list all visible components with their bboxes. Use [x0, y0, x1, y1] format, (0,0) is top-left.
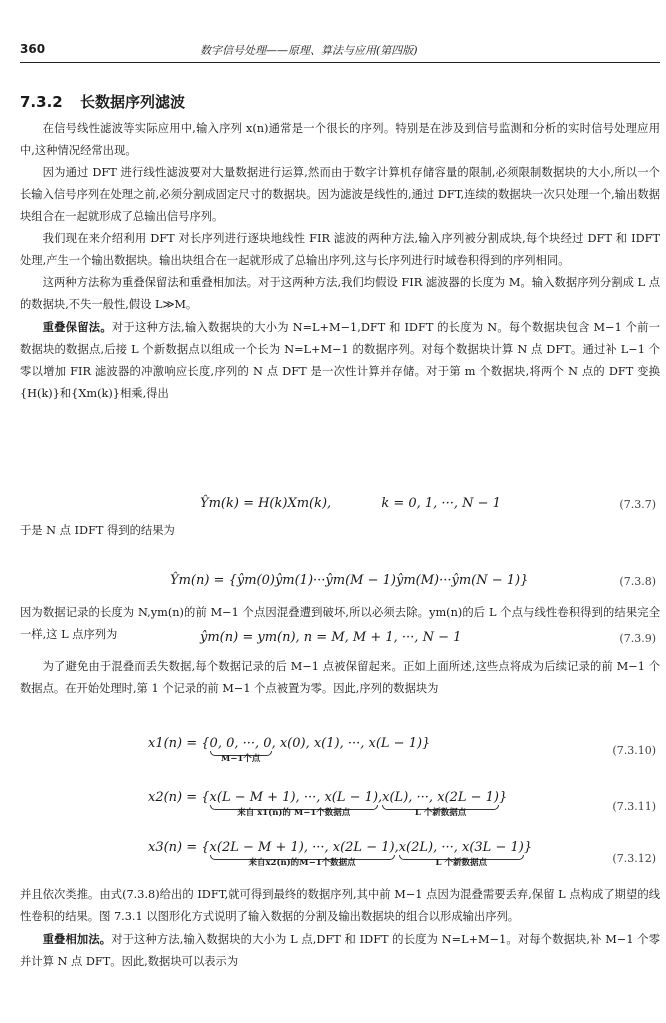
text-block-4	[20, 656, 660, 700]
eq-number-7-3-12: (7.3.12)	[612, 852, 656, 865]
text-block-5	[20, 884, 660, 973]
eq-7-3-11-end: }	[499, 790, 508, 805]
paragraph-1: 在信号线性滤波等实际应用中,输入序列 x(n)通常是一个很长的序列。特别是在涉及到信号监测和分析的实时信号处理应用中,这种情况经常出现。	[20, 122, 660, 157]
paragraph-7: 因为数据记录的长度为 N,ym(n)的前 M−1 个点因混叠遭到破坏,所以必须去除。ym(n)的后 L 个点与线性卷积得到的结果完全一样,这 L 点序列为	[20, 606, 660, 641]
eq-7-3-12-end: }	[523, 840, 533, 855]
paragraph-5-body: 对于这种方法,输入数据块的大小为 N=L+M−1,DFT 和 IDFT 的长度为 N。每个数据块包含 M−1 个前一数据块的数据点,后接 L 个新数据点以组成一个长为 N=L+M−1 的数据序列。对每个数据块计算 N 点 DFT。通过补 L−1 个零以增加 FIR 滤波器的冲激响应长度,序列的 N 点 DFT 是一次性计算并存储。对于第 m 个数据块,将两个 N 点的 DFT 变换{H(k)}和{Xm(k)}相乘,得出	[20, 321, 660, 400]
equation-7-3-9: ŷm(n) = ym(n), n = M, M + 1, ···, N − 1	[200, 630, 462, 645]
underbrace-label: L 个新数据点	[435, 858, 487, 869]
paragraph-4: 这两种方法称为重叠保留法和重叠相加法。对于这两种方法,我们均假设 FIR 滤波器的长度为 M。输入数据序列分割成 L 点的数据块,不失一般性,假设 L≫M。	[20, 276, 660, 311]
paragraph-2: 因为通过 DFT 进行线性滤波要对大量数据进行运算,然而由于数字计算机存储容量的限制,必须限制数据块的大小,所以一个长输入信号序列在处理之前,必须分割成固定尺寸的数据块。因为滤波是线性的,通过 DFT,连续的数据块一次只处理一个,输出数据块组合在一起就形成了总输出信号序列。	[20, 166, 660, 223]
paragraph-8: 为了避免由于混叠而丢失数据,每个数据记录的后 M−1 点被保留起来。正如上面所述,这些点将成为后续记录的前 M−1 个数据点。在开始处理时,第 1 个记录的前 M−1 个点被置为零。因此,序列的数据块为	[20, 660, 660, 695]
equation-7-3-11	[148, 790, 508, 819]
underbrace-label: 来自x2(n)的M−1个数据点	[248, 858, 356, 869]
equation-7-3-7	[200, 496, 501, 511]
header-rule	[20, 62, 660, 63]
equation-7-3-10	[148, 736, 431, 765]
eq-7-3-12-underbrace-2	[398, 840, 524, 869]
intro-text	[20, 118, 660, 405]
paragraph-10-body: 对于这种方法,输入数据块的大小为 L 点,DFT 和 IDFT 的长度为 N=L+M−1。对每个数据块,补 M−1 个零并计算 N 点 DFT。因此,数据块可以表示为	[20, 933, 660, 968]
page-number: 360	[20, 42, 46, 56]
eq-7-3-11-brace-term-2: x(L), ···, x(2L − 1)	[382, 790, 499, 805]
eq-number-7-3-11: (7.3.11)	[612, 800, 656, 813]
paragraph-10	[20, 928, 660, 973]
eq-7-3-12-sep: ,	[394, 840, 399, 855]
eq-7-3-11-sep: ,	[378, 790, 383, 805]
eq-7-3-12-lhs: x3(n) = {	[148, 840, 210, 855]
paragraph-3: 我们现在来介绍利用 DFT 对长序列进行逐块地线性 FIR 滤波的两种方法,输入序列被分割成块,每个块经过 DFT 和 IDFT 处理,产生一个输出数据块。输出块组合在一起就形成了总输出序列,这与长序列进行时域卷积得到的序列相同。	[20, 232, 660, 267]
eq-number-7-3-9: (7.3.9)	[619, 632, 656, 645]
eq-7-3-12-underbrace-1	[209, 840, 395, 869]
eq-7-3-10-rest: , x(0), x(1), ···, x(L − 1)}	[271, 736, 431, 751]
eq-number-7-3-10: (7.3.10)	[612, 744, 656, 757]
eq-number-7-3-8: (7.3.8)	[619, 575, 656, 588]
paragraph-6: 于是 N 点 IDFT 得到的结果为	[20, 524, 175, 537]
paragraph-9: 并且依次类推。由式(7.3.8)给出的 IDFT,就可得到最终的数据序列,其中前 M−1 点因为混叠需要丢弃,保留 L 点构成了期望的线性卷积的结果。图 7.3.1 以图形化方式说明了输入数据的分割及输出数据块的组合以形成输出序列。	[20, 888, 660, 923]
eq-7-3-11-lhs: x2(n) = {	[148, 790, 210, 805]
overlap-add-heading: 重叠相加法。	[42, 932, 112, 946]
eq-7-3-12-brace-term-1: x(2L − M + 1), ···, x(2L − 1)	[209, 840, 395, 855]
eq-7-3-10-lhs: x1(n) = {	[148, 736, 210, 751]
eq-number-7-3-7: (7.3.7)	[619, 498, 656, 511]
eq-7-3-11-underbrace-2	[382, 790, 499, 819]
underbrace-label: M−1个点	[220, 754, 261, 765]
eq-7-3-10-underbrace	[209, 736, 272, 765]
running-title: 数字信号处理——原理、算法与应用(第四版)	[200, 44, 418, 57]
overlap-save-heading: 重叠保留法。	[42, 320, 112, 334]
underbrace-label: L 个新数据点	[414, 808, 467, 819]
eq-7-3-12-brace-term-2: x(2L), ···, x(3L − 1)	[398, 840, 524, 855]
equation-7-3-8: Ŷm(n) = {ŷm(0)ŷm(1)···ŷm(M − 1)ŷm(M)···ŷm(N − 1)}	[170, 573, 529, 588]
eq-7-3-7-condition: k = 0, 1, ···, N − 1	[381, 496, 501, 511]
eq-7-3-11-underbrace-1	[209, 790, 379, 819]
paragraph-5	[20, 316, 660, 405]
section-heading	[20, 91, 185, 112]
eq-7-3-7-lhs: Ŷm(k) = H(k)Xm(k),	[200, 496, 332, 511]
eq-7-3-10-brace-term: 0, 0, ···, 0	[209, 736, 272, 751]
underbrace-label: 来自 x1(n)的 M−1个数据点	[237, 808, 351, 819]
equation-7-3-12	[148, 840, 533, 869]
section-number: 7.3.2	[20, 93, 63, 111]
eq-7-3-11-brace-term-1: x(L − M + 1), ···, x(L − 1)	[209, 790, 379, 805]
text-block-2	[20, 520, 660, 542]
section-title: 长数据序列滤波	[79, 93, 185, 111]
